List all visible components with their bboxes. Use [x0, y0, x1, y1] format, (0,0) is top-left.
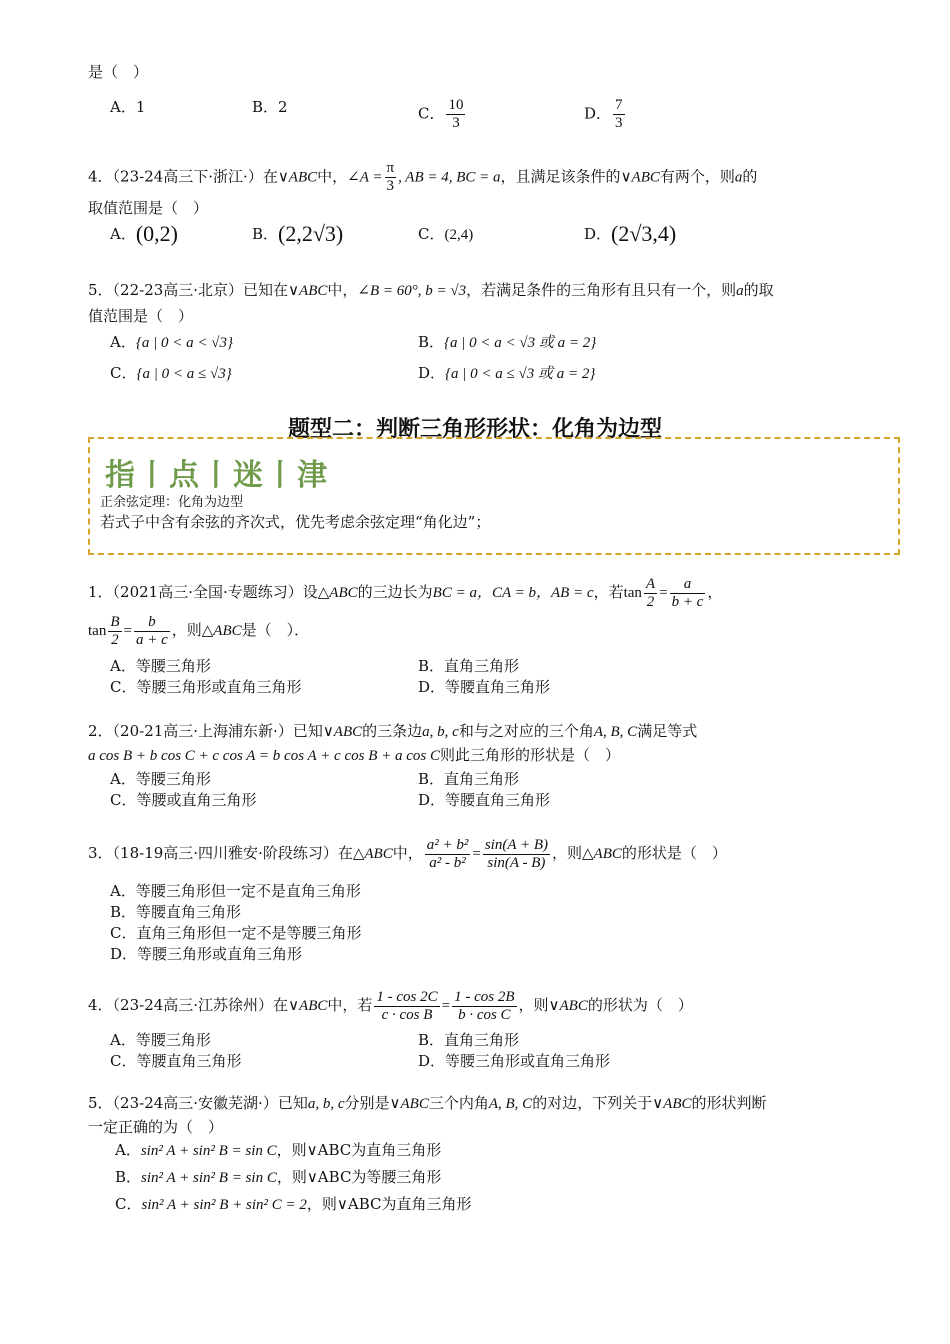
math-expr: {a | 0 < a < √3 或 a = 2} [444, 335, 597, 351]
stem-text: 的对边，下列关于 [532, 1094, 653, 1112]
stem-text: ，且满足该条件的 [500, 167, 621, 186]
numerator: a [670, 576, 706, 594]
option-label: C． [418, 104, 445, 123]
option-text: ，则∨ABC为直角三角形 [276, 1141, 442, 1159]
s4-option-d[interactable]: D．等腰三角形或直角三角形 [418, 1052, 611, 1070]
option-label: B． [418, 333, 445, 351]
numerator: A [645, 575, 656, 592]
math-expr: ∠B = 60°, b = √3 [357, 283, 467, 299]
math-expr: A, B, C [488, 1096, 533, 1112]
triangle-symbol: ∨ABC [288, 283, 328, 299]
tip-line-2: 若式子中含有余弦的齐次式，优先考虑余弦定理“角化边”； [100, 513, 491, 531]
numerator: π [386, 160, 395, 176]
s5-stem [88, 1093, 767, 1114]
tan-func: tan [88, 623, 107, 639]
numerator: 1 - cos 2C [376, 988, 438, 1005]
denominator: b · cos C [458, 1006, 511, 1023]
option-label: B． [252, 225, 279, 243]
s1-option-b[interactable]: B．直角三角形 [418, 657, 520, 675]
q4b-option-b[interactable] [252, 221, 344, 246]
stem-text: 4．（23-24高三·江苏徐州）在 [88, 996, 289, 1014]
stem-text: 的形状是（ ） [621, 844, 727, 862]
s4-option-b[interactable]: B．直角三角形 [418, 1031, 520, 1049]
triangle-symbol: ∨ABC [652, 1096, 692, 1112]
numerator: 7 [615, 97, 623, 113]
s4-stem: 4．（23-24高三·江苏徐州）在∨ABC中，若 $\frac{1 - \cos 2C}{\text{c · cos B}}$ = $\frac{1 - \cos 2B}{\text{b · cos C}}$ ，则∨ABC的形状为（ ） [88, 988, 693, 1023]
stem-text: ，则 [551, 844, 582, 862]
s1-option-d[interactable]: D．等腰直角三角形 [418, 678, 551, 696]
fraction [385, 160, 397, 195]
stem-text: 分别是 [344, 1094, 390, 1112]
s1-option-c[interactable]: C．等腰三角形或直角三角形 [110, 678, 302, 696]
q4b-stem [88, 160, 757, 195]
s1-option-a[interactable]: A．等腰三角形 [110, 657, 211, 675]
math-var: a [734, 169, 743, 186]
math-expr: (2,4) [444, 227, 474, 243]
q4a-option-a[interactable]: A．1 [110, 98, 146, 116]
q5a-option-b[interactable] [418, 332, 596, 353]
stem-text: 2．（20-21高三·上海浦东新·）已知 [88, 722, 323, 740]
denominator: c · cos B [381, 1006, 433, 1023]
stem-text: ，则△ [171, 621, 214, 639]
s3-option-a[interactable]: A．等腰三角形但一定不是直角三角形 [110, 882, 361, 900]
fraction [670, 576, 706, 611]
math-expr: a, b, c [307, 1096, 345, 1112]
triangle-symbol: ∨ABC [277, 169, 318, 186]
numerator: 10 [448, 97, 464, 113]
triangle-symbol: ∨ABC [548, 998, 588, 1014]
denominator: 3 [452, 115, 460, 131]
s2-equation-line [88, 745, 620, 766]
s3-option-d[interactable]: D．等腰三角形或直角三角形 [110, 945, 303, 963]
s2-stem [88, 721, 697, 742]
q4b-option-c[interactable] [418, 224, 473, 245]
tan-func: tan [623, 585, 642, 601]
fraction [374, 989, 439, 1024]
math-expr: A, B, C [593, 724, 638, 740]
s3-option-b[interactable]: B．等腰直角三角形 [110, 903, 242, 921]
fraction [452, 989, 516, 1024]
math-expr: ∠A = [347, 169, 383, 186]
math-expr: (2,2√3) [278, 221, 344, 246]
s5-stem-cont: 一定正确的为（ ） [88, 1118, 224, 1136]
section-title: 题型二：判断三角形形状：化角为边型 [287, 417, 662, 442]
q5a-stem-cont: 值范围是（ ） [88, 307, 194, 325]
stem-text: 有两个，则 [659, 167, 735, 186]
stem-text: 的三边长为 [357, 583, 433, 601]
option-label: D． [584, 225, 612, 243]
stem-text: 5．（22-23高三·北京）已知在 [88, 281, 289, 299]
question-fragment: 是（ ） [88, 63, 149, 81]
math-expr: a cos B + b cos C + c cos A = b cos A + c cos B + a cos C [88, 748, 440, 764]
math-expr: (2√3,4) [611, 221, 677, 246]
stem-text: 的形状为（ ） [587, 996, 693, 1014]
math-expr: sin² A + sin² B = sin C [141, 1170, 277, 1186]
option-label: B． [115, 1168, 142, 1186]
triangle-symbol: △ABC [582, 846, 622, 862]
stem-text: ，则 [518, 996, 549, 1014]
fraction [483, 837, 550, 872]
stem-text: 中，若 [327, 996, 373, 1014]
numerator: B [110, 613, 120, 630]
option-label: D． [584, 104, 612, 123]
stem-text: 5．（23-24高三·安徽芜湖·）已知 [88, 1094, 308, 1112]
denominator: 3 [615, 115, 623, 131]
fraction [613, 97, 625, 132]
stem-text: 满足等式 [637, 722, 698, 740]
s1-stem: 1．（2021高三·全国·专题练习）设△ABC的三边长为BC = a，CA = b，AB = c，若tan $\frac{A}{2}$ = $\frac{a}{b + c}$ ， [88, 575, 723, 610]
math-expr: a, b, c [422, 724, 459, 740]
stem-text: 中， [317, 167, 348, 186]
stem-text: 1．（2021高三·全国·专题练习）设△ [88, 583, 330, 601]
s2-option-c[interactable]: C．等腰或直角三角形 [110, 791, 257, 809]
s1-stem-cont: tan $\frac{B}{2}$ = $\frac{b}{a + c}$ ，则△ABC是（ ）． [88, 613, 310, 648]
fraction [134, 614, 170, 649]
triangle-symbol: ∨ABC [389, 1096, 429, 1112]
math-expr: (0,2) [135, 221, 178, 246]
denominator: a² - b² [429, 854, 466, 871]
s4-option-c[interactable]: C．等腰直角三角形 [110, 1052, 242, 1070]
fraction [446, 97, 465, 132]
fraction [108, 614, 121, 649]
s5-option-b[interactable] [115, 1167, 441, 1188]
option-label: C． [115, 1195, 142, 1213]
fraction [425, 837, 471, 872]
q5a-option-a[interactable] [110, 332, 233, 353]
stem-text: 三个内角 [428, 1094, 489, 1112]
denominator: a + c [135, 631, 168, 648]
q5a-stem [88, 280, 774, 301]
option-label: C． [110, 364, 137, 382]
s5-option-c[interactable] [115, 1194, 472, 1215]
math-var: ABC [329, 585, 358, 601]
triangle-symbol: ∨ABC [288, 998, 328, 1014]
numerator: b [134, 614, 170, 632]
q5a-option-c[interactable] [110, 363, 232, 384]
stem-text: 则此三角形的形状是（ ） [439, 746, 620, 764]
denominator: 2 [646, 593, 655, 610]
math-expr: BC = a [432, 585, 477, 601]
stem-text: 是（ ）． [241, 621, 310, 639]
s4-option-a[interactable]: A．等腰三角形 [110, 1031, 211, 1049]
triangle-symbol: ∨ABC [620, 169, 660, 186]
option-label: A． [110, 333, 136, 351]
option-text: ，则∨ABC为等腰三角形 [276, 1168, 442, 1186]
denominator: 3 [386, 178, 395, 194]
q4b-option-a[interactable] [110, 221, 178, 246]
option-label: D． [418, 364, 446, 382]
s5-option-a[interactable] [115, 1140, 441, 1161]
denominator: 2 [111, 631, 119, 648]
math-expr: , AB = 4, BC = a [398, 169, 501, 186]
stem-text: 和与之对应的三个角 [458, 722, 594, 740]
stem-text: ，若 [593, 583, 624, 601]
numerator: a² + b² [426, 836, 469, 853]
triangle-symbol: △ABC [352, 846, 393, 862]
q4b-stem-cont: 取值范围是（ ） [88, 199, 209, 217]
stem-text: 3．（18-19高三·四川雅安·阶段练习）在 [88, 844, 353, 862]
stem-text: ，若满足条件的三角形有且只有一个，则 [466, 281, 737, 299]
q4b-option-d[interactable] [584, 221, 677, 246]
triangle-symbol: ∨ABC [322, 724, 363, 740]
q4a-option-c[interactable] [418, 97, 467, 132]
math-expr: {a | 0 < a ≤ √3 或 a = 2} [445, 366, 596, 382]
stem-text: ， [707, 583, 723, 601]
option-label: A． [110, 225, 136, 243]
math-var: ABC [213, 623, 242, 639]
math-var: a [736, 283, 744, 299]
numerator: 1 - cos 2B [454, 988, 515, 1005]
denominator: sin(A - B) [487, 854, 546, 871]
math-expr: {a | 0 < a < √3} [135, 335, 233, 351]
s3-stem: 3．（18-19高三·四川雅安·阶段练习）在△ABC中， $\frac{\text{a² + b²}}{\text{a² - b²}}$ = $\frac{\sin(A + B)}{\sin(A - B)}$ ，则△ABC的形状是（ ） [88, 836, 727, 871]
option-label: C． [418, 225, 445, 243]
tip-banner: 指丨点丨迷丨津 [105, 458, 329, 493]
stem-text: 中， [392, 844, 423, 862]
s2-option-a[interactable]: A．等腰三角形 [110, 770, 211, 788]
stem-text: 4．（23-24高三下·浙江·）在 [88, 167, 278, 186]
stem-text: 的 [742, 167, 758, 186]
numerator: sin(A + B) [484, 836, 548, 853]
tip-line-1: 正余弦定理：化角为边型 [100, 495, 244, 510]
q4a-option-d[interactable] [584, 97, 627, 132]
q5a-option-d[interactable] [418, 363, 595, 384]
option-label: A． [115, 1141, 141, 1159]
stem-text: 中， [327, 281, 358, 299]
option-text: ，则∨ABC为直角三角形 [306, 1195, 472, 1213]
math-expr: sin² A + sin² B = sin C [140, 1143, 277, 1159]
math-expr: ，CA = b，AB = c [476, 585, 594, 601]
s2-option-b[interactable]: B．直角三角形 [418, 770, 520, 788]
denominator: b + c [671, 593, 704, 610]
q4a-option-b[interactable]: B．2 [252, 98, 288, 116]
stem-text: 的三条边 [362, 722, 423, 740]
s3-option-c[interactable]: C．直角三角形但一定不是等腰三角形 [110, 924, 362, 942]
math-expr: {a | 0 < a ≤ √3} [136, 366, 232, 382]
fraction [644, 576, 657, 611]
stem-text: 的取 [743, 281, 774, 299]
s2-option-d[interactable]: D．等腰直角三角形 [418, 791, 551, 809]
stem-text: 的形状判断 [691, 1094, 767, 1112]
math-expr: sin² A + sin² B + sin² C = 2 [141, 1197, 307, 1213]
